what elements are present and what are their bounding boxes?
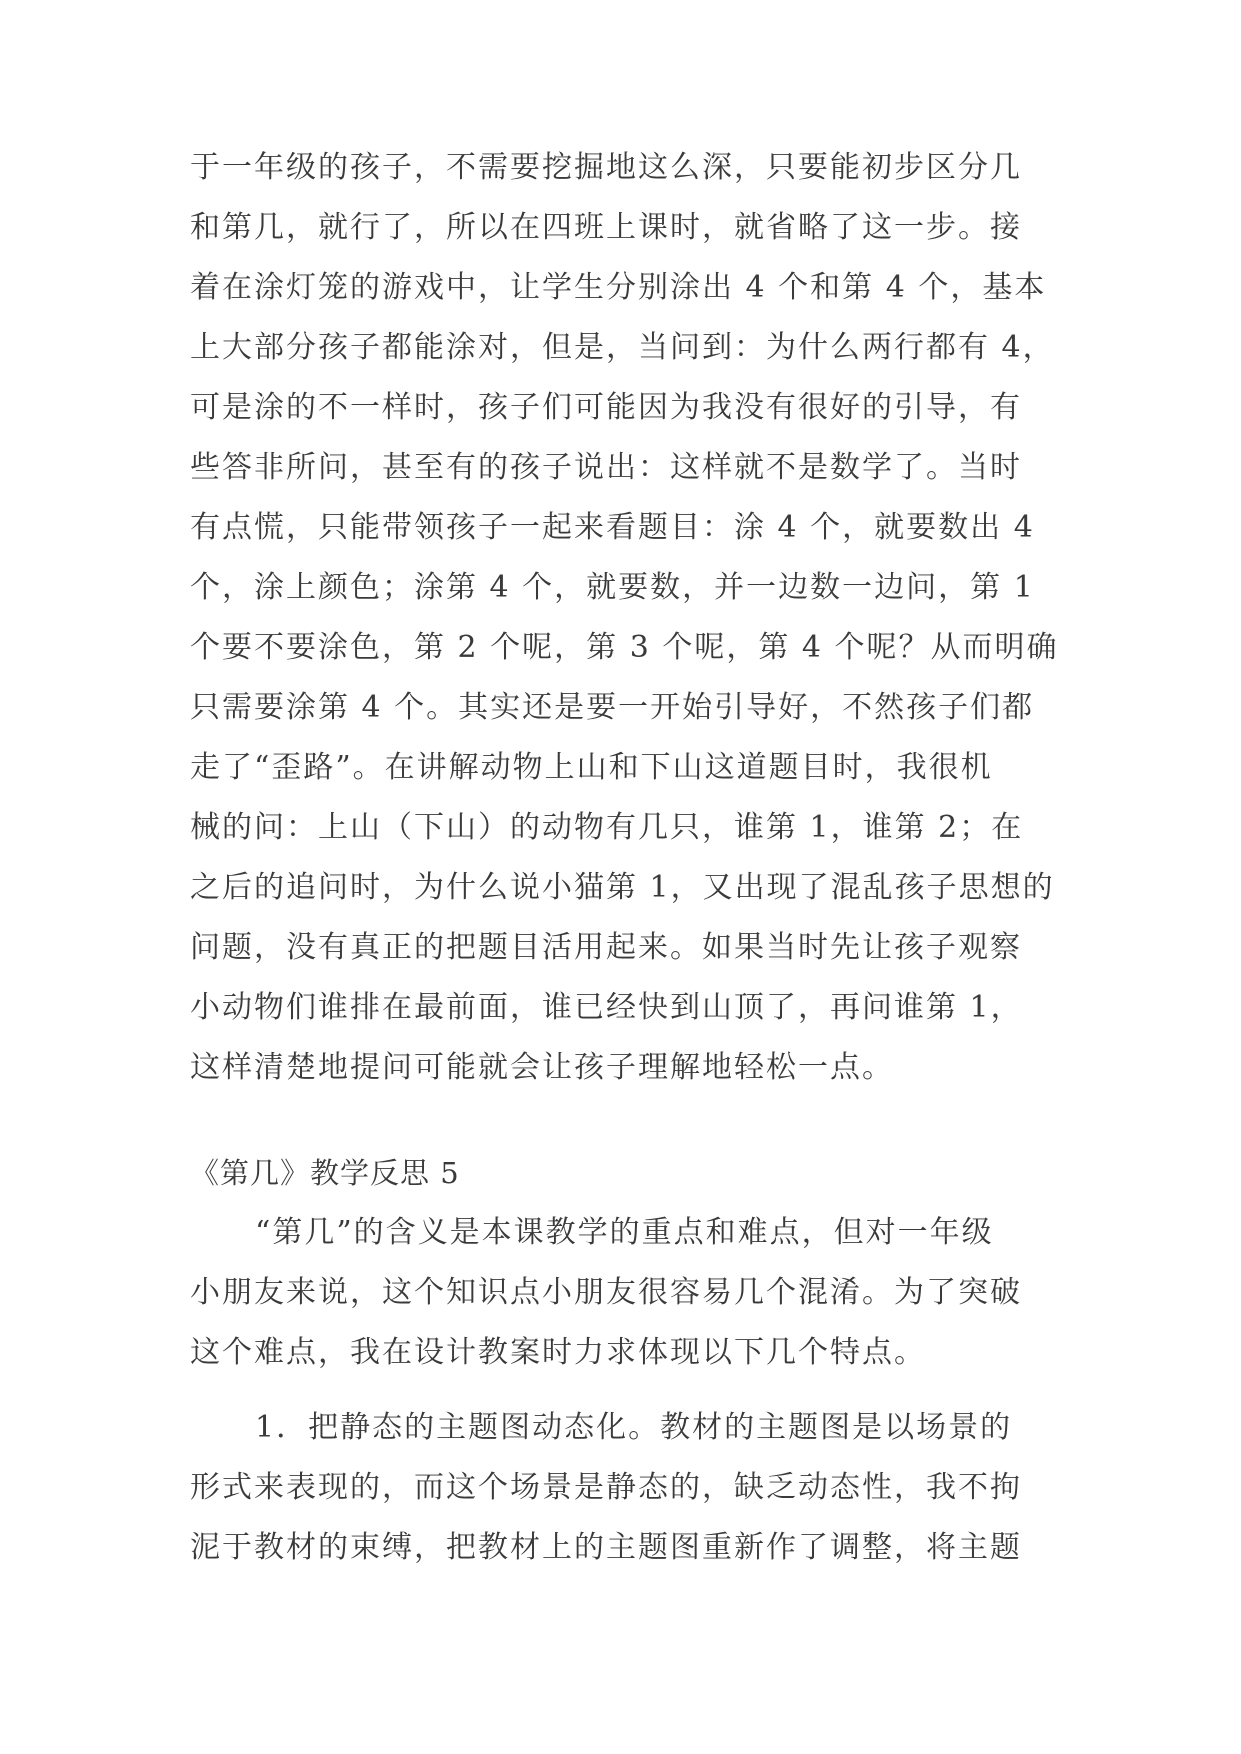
paragraph-line: 和第几，就行了，所以在四班上课时，就省略了这一步。接	[190, 210, 1022, 245]
paragraph-line: 个，涂上颜色；涂第 4 个，就要数，并一边数一边问，第 1	[190, 570, 1035, 605]
paragraph-line: 于一年级的孩子，不需要挖掘地这么深，只要能初步区分几	[190, 150, 1022, 185]
paragraph-line: 小动物们谁排在最前面，谁已经快到山顶了，再问谁第 1，	[190, 990, 1023, 1025]
paragraph-line: 之后的追问时，为什么说小猫第 1，又出现了混乱孩子思想的	[190, 870, 1055, 905]
paragraph-line: 这个难点，我在设计教案时力求体现以下几个特点。	[190, 1335, 926, 1370]
paragraph-line: 个要不要涂色，第 2 个呢，第 3 个呢，第 4 个呢？从而明确	[190, 630, 1059, 665]
paragraph-line: 小朋友来说，这个知识点小朋友很容易几个混淆。为了突破	[190, 1275, 1022, 1310]
paragraph-line: 有点慌，只能带领孩子一起来看题目：涂 4 个，就要数出 4	[190, 510, 1035, 545]
paragraph-line: “第几”的含义是本课教学的重点和难点，但对一年级	[255, 1215, 994, 1250]
paragraph-line: 问题，没有真正的把题目活用起来。如果当时先让孩子观察	[190, 930, 1022, 965]
paragraph-line: 走了“歪路”。在讲解动物上山和下山这道题目时，我很机	[190, 750, 993, 785]
paragraph-line: 械的问：上山（下山）的动物有几只，谁第 1，谁第 2；在	[190, 810, 1024, 845]
paragraph-line: 上大部分孩子都能涂对，但是，当问到：为什么两行都有 4，	[190, 330, 1055, 365]
paragraph-line: 1．把静态的主题图动态化。教材的主题图是以场景的	[255, 1410, 1013, 1445]
paragraph-line: 形式来表现的，而这个场景是静态的，缺乏动态性，我不拘	[190, 1470, 1022, 1505]
section-title: 《第几》教学反思 5	[190, 1156, 460, 1190]
paragraph-line: 可是涂的不一样时，孩子们可能因为我没有很好的引导，有	[190, 390, 1022, 425]
paragraph-line: 泥于教材的束缚，把教材上的主题图重新作了调整，将主题	[190, 1530, 1022, 1565]
paragraph-line: 些答非所问，甚至有的孩子说出：这样就不是数学了。当时	[190, 450, 1022, 485]
paragraph-line: 只需要涂第 4 个。其实还是要一开始引导好，不然孩子们都	[190, 690, 1035, 725]
paragraph-line: 着在涂灯笼的游戏中，让学生分别涂出 4 个和第 4 个，基本	[190, 270, 1047, 305]
paragraph-line: 这样清楚地提问可能就会让孩子理解地轻松一点。	[190, 1050, 894, 1085]
